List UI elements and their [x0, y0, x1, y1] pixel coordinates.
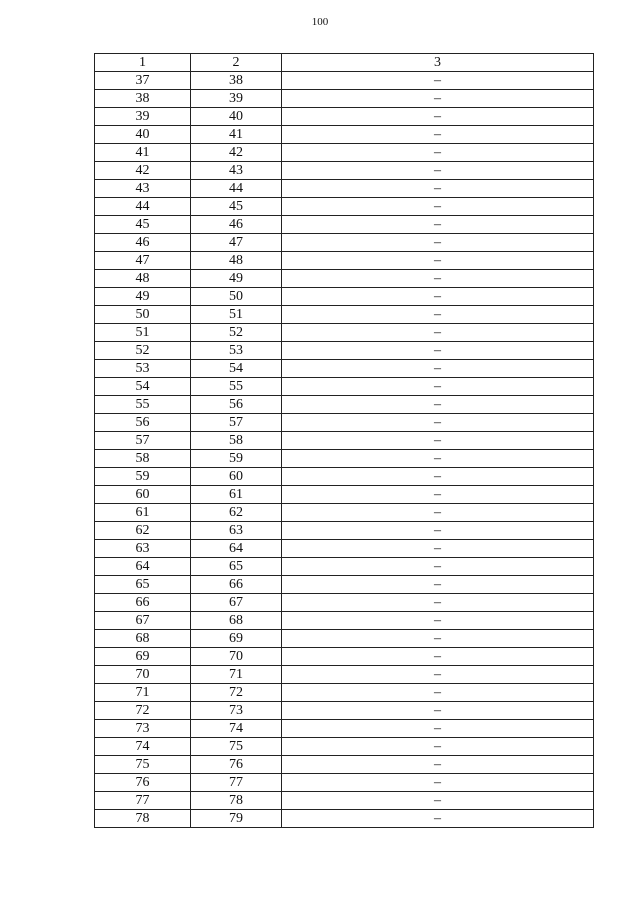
- table-cell-col-3: –: [282, 162, 594, 180]
- table-row: [95, 252, 594, 270]
- table-cell-col-2: 50: [191, 288, 282, 306]
- table-cell-col-1: 48: [95, 270, 191, 288]
- table-cell-col-1: 63: [95, 540, 191, 558]
- table-cell-col-3: –: [282, 738, 594, 756]
- table-row: [95, 360, 594, 378]
- table-row: [95, 648, 594, 666]
- table-cell-col-2: 38: [191, 72, 282, 90]
- table-cell-col-2: 46: [191, 216, 282, 234]
- table-cell-col-3: –: [282, 450, 594, 468]
- table-cell-col-3: –: [282, 792, 594, 810]
- table-cell-col-2: 61: [191, 486, 282, 504]
- table-cell-col-2: 78: [191, 792, 282, 810]
- table-cell-col-2: 74: [191, 720, 282, 738]
- table-cell-col-1: 44: [95, 198, 191, 216]
- table-cell-col-1: 64: [95, 558, 191, 576]
- table-cell-col-2: 40: [191, 108, 282, 126]
- table-cell-col-1: 46: [95, 234, 191, 252]
- table-cell-col-2: 69: [191, 630, 282, 648]
- table-row: [95, 432, 594, 450]
- table-header-row: [95, 54, 594, 72]
- table-cell-col-3: –: [282, 288, 594, 306]
- table-cell-col-1: 73: [95, 720, 191, 738]
- table-cell-col-1: 50: [95, 306, 191, 324]
- table-cell-col-3: –: [282, 774, 594, 792]
- table-cell-col-3: –: [282, 324, 594, 342]
- table-row: [95, 216, 594, 234]
- table-cell-col-1: 77: [95, 792, 191, 810]
- table-row: [95, 324, 594, 342]
- table-row: [95, 630, 594, 648]
- page-number: 100: [311, 16, 329, 28]
- table-cell-col-2: 65: [191, 558, 282, 576]
- table-row: [95, 450, 594, 468]
- table-cell-col-1: 57: [95, 432, 191, 450]
- table-cell-col-1: 62: [95, 522, 191, 540]
- table-cell-col-1: 56: [95, 414, 191, 432]
- table-cell-col-3: –: [282, 504, 594, 522]
- table-cell-col-2: 45: [191, 198, 282, 216]
- table-row: [95, 306, 594, 324]
- table-row: [95, 288, 594, 306]
- table-cell-col-3: –: [282, 180, 594, 198]
- table-row: [95, 684, 594, 702]
- table-cell-col-3: –: [282, 720, 594, 738]
- table-cell-col-2: 70: [191, 648, 282, 666]
- table-cell-col-1: 76: [95, 774, 191, 792]
- table-cell-col-3: –: [282, 252, 594, 270]
- table-cell-col-3: –: [282, 558, 594, 576]
- table-cell-col-2: 58: [191, 432, 282, 450]
- table-cell-col-2: 41: [191, 126, 282, 144]
- table-row: [95, 810, 594, 828]
- table-cell-col-3: –: [282, 126, 594, 144]
- table-cell-col-2: 73: [191, 702, 282, 720]
- table-cell-col-2: 49: [191, 270, 282, 288]
- table-row: [95, 504, 594, 522]
- table-cell-col-3: –: [282, 810, 594, 828]
- table-cell-col-2: 48: [191, 252, 282, 270]
- table-row: [95, 270, 594, 288]
- table-cell-col-3: –: [282, 108, 594, 126]
- table-cell-col-3: –: [282, 360, 594, 378]
- table-cell-col-3: –: [282, 468, 594, 486]
- table-cell-col-2: 59: [191, 450, 282, 468]
- table-cell-col-2: 39: [191, 90, 282, 108]
- table-cell-col-3: –: [282, 414, 594, 432]
- table-row: [95, 558, 594, 576]
- table-cell-col-2: 52: [191, 324, 282, 342]
- table-cell-col-2: 72: [191, 684, 282, 702]
- table-cell-col-2: 54: [191, 360, 282, 378]
- table-body: [95, 72, 594, 828]
- table-cell-col-3: –: [282, 270, 594, 288]
- table-cell-col-1: 58: [95, 450, 191, 468]
- table-cell-col-1: 71: [95, 684, 191, 702]
- table-cell-col-3: –: [282, 72, 594, 90]
- table-cell-col-1: 42: [95, 162, 191, 180]
- table-cell-col-2: 53: [191, 342, 282, 360]
- table-cell-col-2: 62: [191, 504, 282, 522]
- table-cell-col-1: 60: [95, 486, 191, 504]
- table-cell-col-1: 78: [95, 810, 191, 828]
- table-cell-col-3: –: [282, 486, 594, 504]
- table-row: [95, 738, 594, 756]
- table-cell-col-2: 63: [191, 522, 282, 540]
- table-cell-col-3: –: [282, 666, 594, 684]
- table-cell-col-2: 76: [191, 756, 282, 774]
- table-row: [95, 342, 594, 360]
- table-row: [95, 792, 594, 810]
- column-header-2: 2: [191, 54, 282, 72]
- table-cell-col-3: –: [282, 432, 594, 450]
- table-cell-col-1: 49: [95, 288, 191, 306]
- table-row: [95, 774, 594, 792]
- table-cell-col-1: 39: [95, 108, 191, 126]
- table-row: [95, 612, 594, 630]
- table-row: [95, 666, 594, 684]
- table-cell-col-2: 55: [191, 378, 282, 396]
- table-row: [95, 90, 594, 108]
- table-cell-col-1: 68: [95, 630, 191, 648]
- table-row: [95, 522, 594, 540]
- table-cell-col-3: –: [282, 234, 594, 252]
- table-cell-col-1: 38: [95, 90, 191, 108]
- table-row: [95, 126, 594, 144]
- table-cell-col-2: 77: [191, 774, 282, 792]
- table-cell-col-2: 51: [191, 306, 282, 324]
- table-cell-col-1: 72: [95, 702, 191, 720]
- table-cell-col-3: –: [282, 522, 594, 540]
- table-cell-col-2: 66: [191, 576, 282, 594]
- table-cell-col-1: 47: [95, 252, 191, 270]
- table-cell-col-2: 75: [191, 738, 282, 756]
- table-cell-col-2: 79: [191, 810, 282, 828]
- table-cell-col-1: 74: [95, 738, 191, 756]
- table-cell-col-2: 43: [191, 162, 282, 180]
- table-row: [95, 180, 594, 198]
- table-cell-col-3: –: [282, 594, 594, 612]
- table-cell-col-2: 64: [191, 540, 282, 558]
- table-cell-col-3: –: [282, 648, 594, 666]
- table-row: [95, 486, 594, 504]
- table-row: [95, 198, 594, 216]
- table-cell-col-3: –: [282, 144, 594, 162]
- table-row: [95, 594, 594, 612]
- table-cell-col-3: –: [282, 90, 594, 108]
- table-row: [95, 234, 594, 252]
- table-cell-col-3: –: [282, 756, 594, 774]
- table-cell-col-1: 54: [95, 378, 191, 396]
- table-cell-col-2: 60: [191, 468, 282, 486]
- table-cell-col-3: –: [282, 342, 594, 360]
- table-cell-col-2: 47: [191, 234, 282, 252]
- table-cell-col-1: 45: [95, 216, 191, 234]
- table-cell-col-1: 69: [95, 648, 191, 666]
- table-cell-col-1: 67: [95, 612, 191, 630]
- table-row: [95, 540, 594, 558]
- table-cell-col-1: 52: [95, 342, 191, 360]
- table-cell-col-1: 61: [95, 504, 191, 522]
- table-cell-col-1: 40: [95, 126, 191, 144]
- table-cell-col-2: 56: [191, 396, 282, 414]
- table-cell-col-3: –: [282, 396, 594, 414]
- column-header-1: 1: [95, 54, 191, 72]
- table-cell-col-3: –: [282, 216, 594, 234]
- table-cell-col-3: –: [282, 378, 594, 396]
- table-cell-col-1: 43: [95, 180, 191, 198]
- table-cell-col-1: 59: [95, 468, 191, 486]
- table-cell-col-1: 55: [95, 396, 191, 414]
- table-row: [95, 378, 594, 396]
- table-cell-col-2: 71: [191, 666, 282, 684]
- table-row: [95, 414, 594, 432]
- table-cell-col-3: –: [282, 702, 594, 720]
- table-row: [95, 756, 594, 774]
- table-cell-col-1: 41: [95, 144, 191, 162]
- table-cell-col-2: 57: [191, 414, 282, 432]
- table-row: [95, 72, 594, 90]
- table-row: [95, 108, 594, 126]
- column-header-3: 3: [282, 54, 594, 72]
- table-cell-col-3: –: [282, 576, 594, 594]
- table-row: [95, 576, 594, 594]
- table-cell-col-3: –: [282, 630, 594, 648]
- table-cell-col-1: 75: [95, 756, 191, 774]
- table-row: [95, 720, 594, 738]
- table-cell-col-1: 37: [95, 72, 191, 90]
- table-cell-col-1: 51: [95, 324, 191, 342]
- table-cell-col-3: –: [282, 540, 594, 558]
- table-row: [95, 162, 594, 180]
- table-cell-col-1: 53: [95, 360, 191, 378]
- table-cell-col-1: 66: [95, 594, 191, 612]
- table-cell-col-3: –: [282, 684, 594, 702]
- table-cell-col-1: 70: [95, 666, 191, 684]
- table-cell-col-1: 65: [95, 576, 191, 594]
- table-cell-col-3: –: [282, 198, 594, 216]
- table-cell-col-3: –: [282, 612, 594, 630]
- table-row: [95, 144, 594, 162]
- table-cell-col-3: –: [282, 306, 594, 324]
- table-cell-col-2: 68: [191, 612, 282, 630]
- data-table: [94, 53, 594, 828]
- table-row: [95, 396, 594, 414]
- table-cell-col-2: 42: [191, 144, 282, 162]
- table-row: [95, 702, 594, 720]
- table-cell-col-2: 67: [191, 594, 282, 612]
- table-row: [95, 468, 594, 486]
- table-cell-col-2: 44: [191, 180, 282, 198]
